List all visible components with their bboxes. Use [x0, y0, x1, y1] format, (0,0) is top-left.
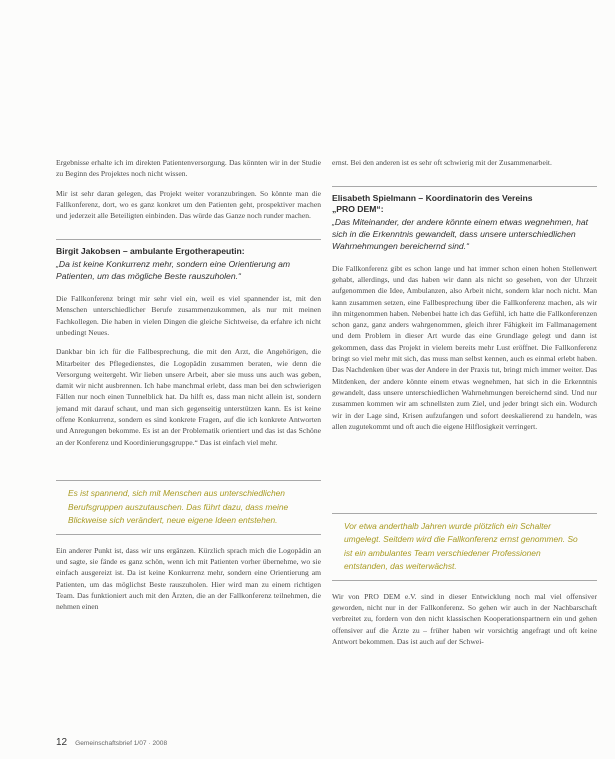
quote-bottom-rule — [332, 580, 597, 581]
person-lead-jakobsen: „Da ist keine Konkurrenz mehr, sondern eine Orientierung am Patienten, um das mögliche Beste rauszuholen.“ — [56, 259, 291, 282]
footer-publication: Gemeinschaftsbrief 1/07 · 2008 — [75, 740, 168, 747]
person-heading-spielmann: Elisabeth Spielmann – Koordinatorin des Vereins — [332, 193, 533, 204]
pull-quote-right: Vor etwa anderthalb Jahren wurde plötzlich ein Schalter umgelegt. Seitdem wird die Fallkonferenz ernst genommen. So ist ein ambulantes Team verschiedener Professionen entstanden, das weiterwächst. — [344, 520, 578, 572]
right-intro-paragraph: ernst. Bei den anderen ist es sehr oft schwierig mit der Zusammenarbeit. — [332, 158, 552, 167]
section-divider — [332, 186, 597, 187]
quote-top-rule — [332, 513, 597, 514]
left-closing-paragraph: Ein anderer Punkt ist, dass wir uns ergänzen. Kürzlich sprach mich die Logopädin an und sagte, sie fände es ganz schön, wenn ich mit Patienten vorher übernehme, wo sie einfach ausgereizt ist. Da ist keine Konkurrenz mehr, sondern eine Orientierung am Patienten, um das möglichst Beste rauszuholen. Hier wird man zu einem richtigen Team. Das funktioniert auch mit den Ärzten, die an der Fallkonferenz teilnehmen, die nehmen einen — [56, 545, 321, 612]
left-paragraph-1: Die Fallkonferenz bringt mir sehr viel ein, weil es viel spannender ist, mit den Menschen unterschiedlicher Berufe zusammenzukommen, als nur mit meinen Fachkollegen. Die haben in vielen Dingen die gleiche Sichtweise, da erfahre ich nicht unbedingt Neues. — [56, 294, 321, 337]
page-footer — [56, 737, 167, 748]
right-closing-paragraph: Wir von PRO DEM e.V. sind in dieser Entwicklung noch mal viel offensiver geworden, nicht nur in der Fallkonferenz. So gehen wir auch in der Nachbarschaft verbreitet zu, fordern von den nicht klassischen Kooperationspartnern ein und gehen offensiver auf die Ärzte zu – früher haben wir vorsichtig angefragt und oft keine Antwort bekommen. Das ist auch auf der Schwei- — [332, 591, 597, 646]
right-column — [332, 157, 597, 693]
page-number: 12 — [56, 737, 68, 748]
left-intro-paragraph-2: Mir ist sehr daran gelegen, das Projekt weiter voranzubringen. So könnte man die Fallkonferenz, dort, wo es ganz konkret um den Patienten geht, prospektiver machen und jederzeit alle Beteiligten einbinden. Das würde das Ganze noch runder machen. — [56, 188, 321, 221]
person-heading-jakobsen: Birgit Jakobsen – ambulante Ergotherapeutin: — [56, 246, 245, 257]
quote-top-rule — [56, 480, 321, 481]
left-intro-paragraph-1: Ergebnisse erhalte ich im direkten Patientenversorgung. Das könnten wir in der Studie zu Beginn des Projektes noch nicht wissen. — [56, 158, 321, 179]
person-heading-spielmann-org: „PRO DEM“: — [332, 204, 384, 215]
left-column — [56, 157, 321, 647]
section-divider — [56, 239, 321, 240]
right-paragraph-1: Die Fallkonferenz gibt es schon lange und hat immer schon einen hohen Stellenwert gehabt, allerdings, und das haben wir dann als nicht so gesehen, von der Uhrzeit aufgenommen die Idee, Ambulanzen, also Arbeit nicht, sondern klar noch nicht. Man kann zusammen setzen, eine Fallbesprechung über die Fallkonferenz machen, als wir ihn mitgenommen haben. Nebenbei hatte ich das Gefühl, ich hatte die Fallkonferenzen schon ganz, ganz anders wahrgenommen, gleich ihrer Fähigkeit im Fallmanagement und dem Problem in dieser Art wurde das eine Grundlage gelegt und dann ist gekommen, dass das Projekt in vielem bereits mehr Lust eröffnet. Die Fallkonferenz bringt so viel mehr mit sich, das muss man selbst kennen, auch es einmal erlebt haben. Das Nachdenken über was der Andere in der Praxis tut, bringt mich immer weiter. Das Mitdenken, der andere könnte einem etwas wegnehmen, hat sich in die Erkenntnis gewandelt, dass unsere unterschiedlichen Wahrnehmungen bereichernd sind. Und nur zusammen kommen wir am schnellsten zum Ziel, und jeder bringt sich ein. Wodurch wir in der Lage sind, Krisen aufzufangen und sofort deeskalierend zu handeln, was allen zugutekommt und oft auch die eigene Hilflosigkeit verringert. — [332, 263, 597, 431]
quote-bottom-rule — [56, 534, 321, 535]
pull-quote-left: Es ist spannend, sich mit Menschen aus unterschiedlichen Berufsgruppen auszutauschen. Das führt dazu, dass meine Blickweise sich verändert, neue eigene Ideen entstehen. — [68, 488, 289, 526]
person-lead-spielmann: „Das Miteinander, der andere könnte einem etwas wegnehmen, hat sich in die Erkenntnis gewandelt, dass unsere unterschiedlichen Wahrnehmungen bereichernd sind.“ — [332, 217, 589, 251]
left-paragraph-2: Dankbar bin ich für die Fallbesprechung, die mit den Arzt, die Angehörigen, die Mitarbeiter des Pflegedienstes, die Logopädin zusammen beraten, wie denn die Versorgung weitergeht. Wir lieben unsere Arbeit, aber sie muss uns auch was geben, damit wir nicht ausbrennen. Ich habe manchmal erlebt, dass man bei den schwierigen Fällen nur noch einen Tunnelblick hat. Da hilft es, dass man nicht allein ist, sondern jemand mit darauf schaut, und man sich gegenseitig unterstützen kann. Es ist keine offene Konkurrenz, sondern es sind konkrete Fragen, auf die ich konkrete Antworten und Anregungen bekomme. Es ist an der Problematik orientiert und das ist das Schöne an der Konferenz und Koordinierungsgruppe.“ Das ist einfach viel mehr. — [56, 347, 321, 447]
